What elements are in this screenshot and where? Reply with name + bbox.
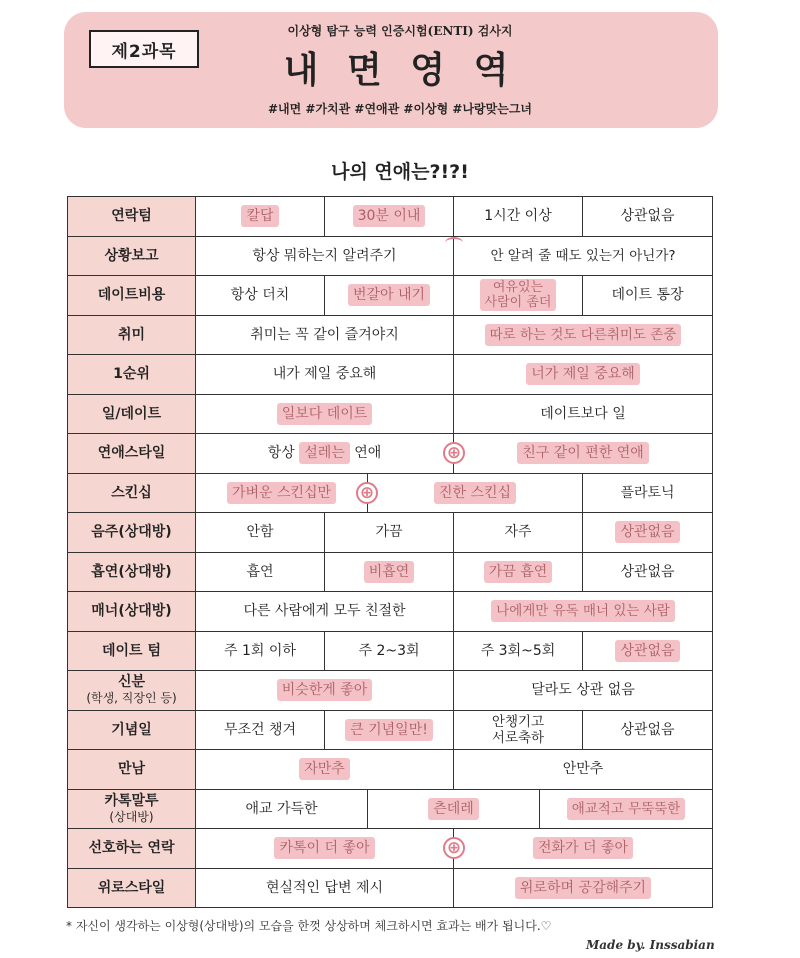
table-row [68, 197, 713, 237]
option-cell[interactable]: 항상 더치 [196, 276, 325, 316]
page-title: 내 면 영 역 [283, 50, 517, 91]
option-cell[interactable]: 일보다 데이트 [196, 394, 454, 434]
option-cell[interactable]: 가끔 [325, 513, 454, 553]
table-row [68, 750, 713, 790]
table-row [68, 276, 713, 316]
option-cell[interactable]: 애교 가득한 [196, 789, 368, 829]
plus-mark-icon: ⊕ [356, 482, 378, 504]
preference-table [67, 196, 713, 908]
table-row [68, 473, 713, 513]
category-cell: 취미 [68, 315, 196, 355]
option-cell[interactable]: 달라도 상관 없음 [454, 671, 713, 711]
option-cell[interactable]: 플라토닉 [583, 473, 713, 513]
category-cell: 흡연(상대방) [68, 552, 196, 592]
table-row [68, 394, 713, 434]
option-cell[interactable]: 무조건 챙겨 [196, 710, 325, 750]
category-cell: 데이트 텀 [68, 631, 196, 671]
option-cell[interactable]: 내가 제일 중요해 [196, 355, 454, 395]
plus-mark-icon: ⊕ [443, 442, 465, 464]
table-row [68, 513, 713, 553]
category-cell: 신분 (학생, 직장인 등) [68, 671, 196, 711]
option-cell[interactable]: 애교적고 무뚝뚝한 [540, 789, 713, 829]
category-cell: 매너(상대방) [68, 592, 196, 632]
category-cell: 카톡말투 (상대방) [68, 789, 196, 829]
option-cell[interactable]: 카톡이 더 좋아 [196, 829, 454, 869]
option-cell[interactable]: 자주 [454, 513, 583, 553]
option-cell[interactable]: 상관없음 [583, 710, 713, 750]
option-cell[interactable]: 자만추 [196, 750, 454, 790]
category-cell: 연애스타일 [68, 434, 196, 474]
footnote: * 자신이 생각하는 이상형(상대방)의 모습을 한껏 상상하며 체크하시면 효과는 배가 됩니다.♡ [66, 919, 552, 933]
table-row [68, 789, 713, 829]
category-cell: 음주(상대방) [68, 513, 196, 553]
category-cell: 연락텀 [68, 197, 196, 237]
option-cell[interactable]: 데이트 통장 [583, 276, 713, 316]
option-cell[interactable]: 따로 하는 것도 다른취미도 존중 [454, 315, 713, 355]
option-cell[interactable]: 30분 이내 [325, 197, 454, 237]
section-title: 나의 연애는?!?! [331, 161, 469, 183]
option-cell[interactable]: 안 알려 줄 때도 있는거 아닌가? [454, 236, 713, 276]
category-cell: 선호하는 연락 [68, 829, 196, 869]
table-row [68, 236, 713, 276]
option-cell[interactable]: 안챙기고 서로축하 [454, 710, 583, 750]
category-cell: 데이트비용 [68, 276, 196, 316]
table-row [68, 671, 713, 711]
option-cell[interactable]: 데이트보다 일 [454, 394, 713, 434]
selection-mark-icon [445, 237, 463, 249]
option-cell[interactable]: 상관없음 [583, 513, 713, 553]
option-cell[interactable]: 1시간 이상 [454, 197, 583, 237]
table-row [68, 355, 713, 395]
option-cell[interactable]: 나에게만 유독 매너 있는 사람 [454, 592, 713, 632]
table-row [68, 315, 713, 355]
option-cell[interactable]: 주 1회 이하 [196, 631, 325, 671]
option-cell[interactable]: 다른 사람에게 모두 친절한 [196, 592, 454, 632]
option-cell[interactable]: 너가 제일 중요해 [454, 355, 713, 395]
exam-name: 이상형 탐구 능력 인증시험(ENTI) 검사지 [287, 24, 513, 38]
option-cell[interactable]: 안만추 [454, 750, 713, 790]
option-cell[interactable]: 친구 같이 편한 연애 ⊕ [454, 434, 713, 474]
option-cell[interactable]: 상관없음 [583, 552, 713, 592]
option-cell[interactable]: 번갈아 내기 [325, 276, 454, 316]
subject-label: 제2과목 [89, 30, 199, 68]
category-cell: 1순위 [68, 355, 196, 395]
table-row [68, 552, 713, 592]
table-row [68, 829, 713, 869]
option-cell[interactable]: 비슷한게 좋아 [196, 671, 454, 711]
option-cell[interactable]: 비흡연 [325, 552, 454, 592]
category-cell: 일/데이트 [68, 394, 196, 434]
option-cell[interactable]: 여유있는 사람이 좀더 [454, 276, 583, 316]
table-row [68, 631, 713, 671]
category-cell: 기념일 [68, 710, 196, 750]
option-cell[interactable]: 항상 설레는 연애 [196, 434, 454, 474]
option-cell[interactable]: 위로하며 공감해주기 [454, 868, 713, 908]
option-cell[interactable]: 주 2~3회 [325, 631, 454, 671]
table-row [68, 434, 713, 474]
option-cell[interactable]: 가끔 흡연 [454, 552, 583, 592]
plus-mark-icon: ⊕ [443, 837, 465, 859]
table-row [68, 710, 713, 750]
option-cell[interactable]: 상관없음 [583, 197, 713, 237]
option-cell[interactable]: 안함 [196, 513, 325, 553]
option-cell[interactable]: 전화가 더 좋아 ⊕ [454, 829, 713, 869]
option-cell[interactable]: 항상 뭐하는지 알려주기 [196, 236, 454, 276]
option-cell[interactable]: 칼답 [196, 197, 325, 237]
hashtags: #내면 #가치관 #연애관 #이상형 #나랑맞는그녀 [267, 102, 533, 116]
category-cell: 스킨십 [68, 473, 196, 513]
option-cell[interactable]: 취미는 꼭 같이 즐겨야지 [196, 315, 454, 355]
category-cell: 위로스타일 [68, 868, 196, 908]
category-cell: 상황보고 [68, 236, 196, 276]
credit: Made by. Inssabian [586, 938, 715, 952]
category-cell: 만남 [68, 750, 196, 790]
option-cell[interactable]: 진한 스킨십 [368, 473, 583, 513]
option-cell[interactable]: 상관없음 [583, 631, 713, 671]
option-cell[interactable]: 큰 기념일만! [325, 710, 454, 750]
option-cell[interactable]: 가벼운 스킨십만 ⊕ [196, 473, 368, 513]
table-row [68, 592, 713, 632]
option-cell[interactable]: 주 3회~5회 [454, 631, 583, 671]
option-cell[interactable]: 현실적인 답변 제시 [196, 868, 454, 908]
option-cell[interactable]: 흡연 [196, 552, 325, 592]
option-cell[interactable]: 츤데레 [368, 789, 540, 829]
table-row [68, 868, 713, 908]
